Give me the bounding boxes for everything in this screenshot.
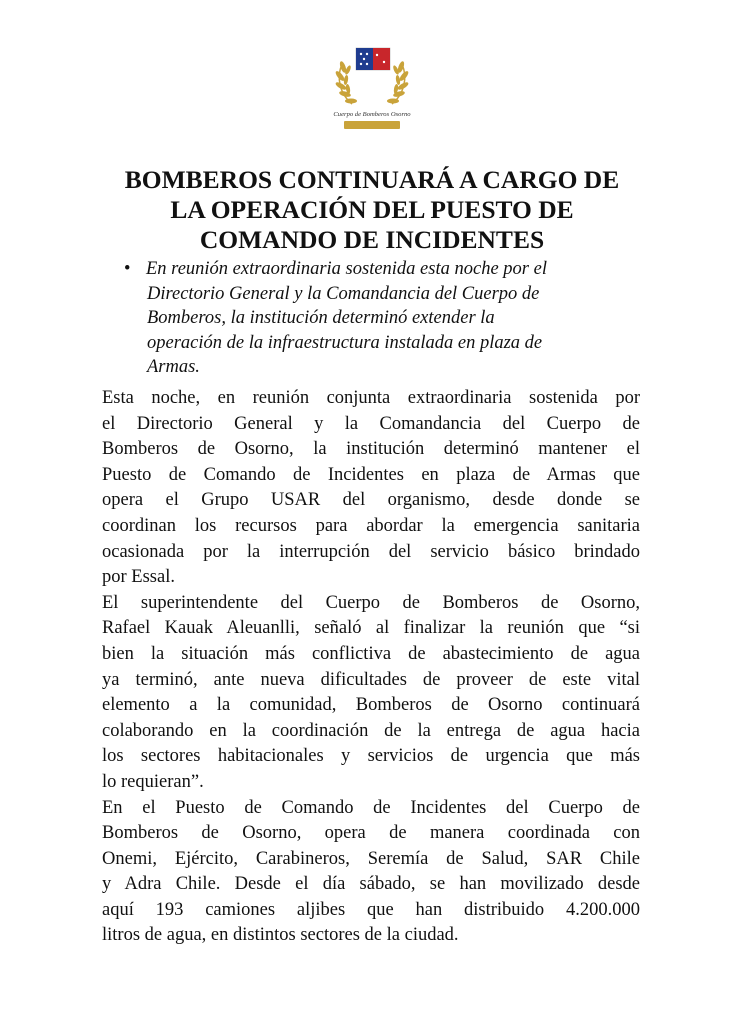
paragraph-line: elemento a la comunidad, Bomberos de Osorno continuará	[102, 695, 640, 716]
paragraph-line: En el Puesto de Comando de Incidentes del Cuerpo de	[102, 797, 640, 818]
headline	[60, 165, 684, 255]
paragraph-line: colaborando en la coordinación de la entrega de agua hacia	[102, 720, 640, 741]
paragraph-line: por Essal.	[102, 567, 175, 588]
bullet-symbol: •	[124, 259, 131, 279]
headline-line: COMANDO DE INCIDENTES	[199, 225, 545, 254]
paragraph-line: El superintendente del Cuerpo de Bomberos de Osorno,	[102, 592, 640, 613]
paragraph-line: los sectores habitacionales y servicios de urgencia que más	[102, 746, 640, 767]
paragraph-line: aquí 193 camiones aljibes que han distribuido 4.200.000	[102, 899, 640, 920]
headline-line: BOMBEROS CONTINUARÁ A CARGO DE	[124, 165, 620, 194]
summary-line: Bomberos, la institución determinó extender la	[147, 308, 495, 328]
paragraph-line: ocasionada por la interrupción del servicio básico brindado	[102, 541, 640, 562]
summary-line: Directorio General y la Comandancia del Cuerpo de	[147, 283, 540, 304]
summary-line: Armas.	[147, 357, 200, 377]
paragraph-line: bien la situación más conflictiva de abastecimiento de agua	[102, 643, 640, 664]
paragraph-line: Esta noche, en reunión conjunta extraordinaria sostenida por	[102, 388, 640, 408]
paragraph-line: el Directorio General y la Comandancia del Cuerpo de	[102, 413, 640, 434]
summary-line: En reunión extraordinaria sostenida esta noche por el	[146, 259, 547, 279]
paragraph-line: coordinan los recursos para abordar la emergencia sanitaria	[102, 515, 640, 536]
paragraph-line: Bomberos de Osorno, opera de manera coordinada con	[102, 823, 640, 844]
paragraph-line: Onemi, Ejército, Carabineros, Seremía de Salud, SAR Chile	[102, 848, 640, 869]
summary-bullet	[124, 257, 644, 380]
summary-line: operación de la infraestructura instalada en plaza de	[147, 332, 543, 353]
paragraph-line: litros de agua, en distintos sectores de la ciudad.	[102, 925, 459, 946]
paragraph-line: Puesto de Comando de Incidentes en plaza de Armas que	[102, 464, 640, 485]
headline-line: LA OPERACIÓN DEL PUESTO DE	[170, 195, 574, 224]
paragraph	[102, 386, 640, 591]
article-body	[102, 386, 640, 949]
paragraph-line: Rafael Kauak Aleuanlli, señaló al finalizar la reunión que “si	[102, 618, 640, 639]
paragraph-line: ya terminó, ante nueva dificultades de proveer de este vital	[102, 669, 640, 690]
paragraph-line: opera el Grupo USAR del organismo, desde donde se	[102, 490, 640, 511]
logo-caption: Cuerpo de Bomberos Osorno	[333, 111, 411, 118]
paragraph-line: lo requieran”.	[102, 771, 204, 792]
paragraph	[102, 591, 640, 796]
paragraph-line: y Adra Chile. Desde el día sábado, se han movilizado desde	[102, 874, 640, 895]
institution-logo	[322, 34, 422, 138]
paragraph	[102, 796, 640, 950]
paragraph-line: Bomberos de Osorno, la institución determinó mantener el	[102, 439, 640, 460]
flag-icon	[356, 48, 390, 70]
